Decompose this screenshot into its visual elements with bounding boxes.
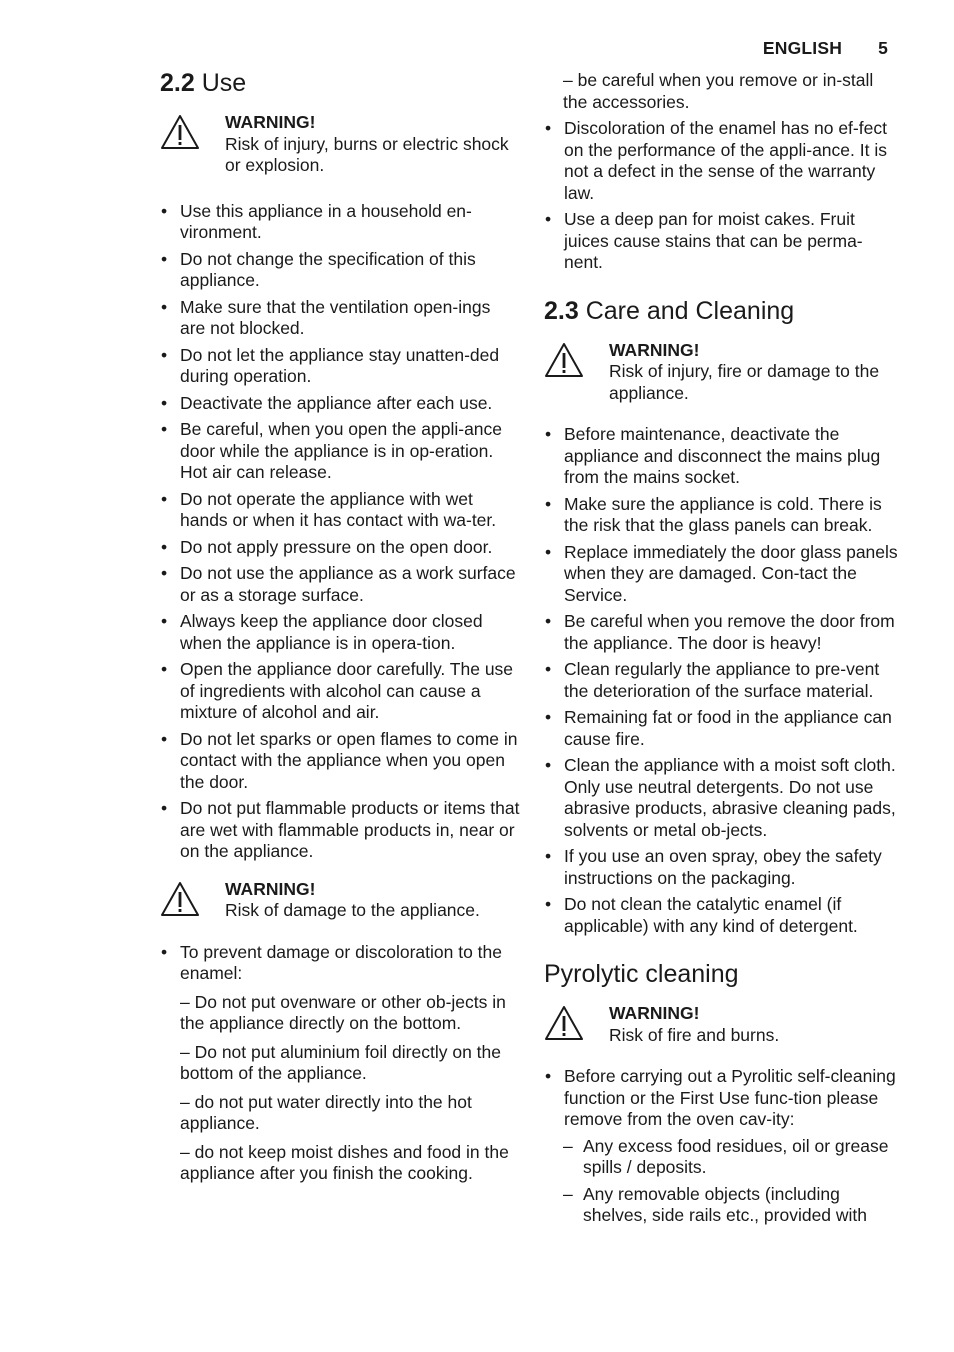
enamel-sub-items: [160, 992, 520, 1185]
dash-item: – Any excess food residues, oil or grease spills / deposits.: [563, 1136, 900, 1179]
list-item: • Be careful when you remove the door from the appliance. The door is heavy!: [544, 611, 900, 654]
care-list: [544, 424, 900, 937]
warning-triangle-icon: [544, 342, 584, 378]
list-item: • If you use an oven spray, obey the safety instructions on the packaging.: [544, 846, 900, 889]
sub-item: – Do not put aluminium foil directly on the bottom of the appliance.: [180, 1041, 501, 1083]
list-item: • Make sure the appliance is cold. There is the risk that the glass panels can break.: [544, 494, 900, 537]
warning-text: Risk of injury, burns or electric shock or explosion.: [225, 133, 509, 175]
list-item: • Deactivate the appliance after each use.: [160, 393, 520, 415]
list-item: • Before carrying out a Pyrolitic self-cleaning function or the First Use func-tion please remove from the oven cav-ity:: [544, 1066, 900, 1131]
list-item: • Always keep the appliance door closed when the appliance is in opera-tion.: [160, 611, 520, 654]
section-heading-use: 2.2 Use: [160, 69, 247, 97]
sub-item: – Do not put ovenware or other ob-jects in the appliance directly on the bottom.: [180, 991, 506, 1033]
page-header: [763, 38, 888, 60]
list-item: • Before maintenance, deactivate the appliance and disconnect the mains plug from the mains socket.: [544, 424, 900, 489]
enamel-list: [160, 942, 520, 985]
warning-block-2: [160, 879, 520, 922]
warning-triangle-icon: [160, 114, 200, 150]
use-list: [160, 201, 520, 863]
warning-text: Risk of damage to the appliance.: [225, 900, 480, 920]
list-item: • Do not apply pressure on the open door.: [160, 537, 520, 559]
list-item: • Do not operate the appliance with wet hands or when it has contact with wa-ter.: [160, 489, 520, 532]
list-item: • Do not change the specification of this appliance.: [160, 249, 520, 292]
continued-sub-item: – be careful when you remove or in-stall the accessories.: [563, 70, 874, 112]
list-item: • Clean the appliance with a moist soft cloth. Only use neutral detergents. Do not use abrasive products, abrasive cleaning pads, solvents or metal ob-jects.: [544, 755, 900, 841]
warning-text: Risk of fire and burns.: [609, 1024, 780, 1045]
pyrolytic-dash-list: [544, 1136, 900, 1227]
warning-title: WARNING!: [609, 1003, 700, 1023]
list-item: • Use a deep pan for moist cakes. Fruit juices cause stains that can be perma-nent.: [544, 209, 900, 274]
list-item: • To prevent damage or discoloration to the enamel:: [160, 942, 520, 985]
list-item: • Remaining fat or food in the appliance can cause fire.: [544, 707, 900, 750]
sub-item: – do not keep moist dishes and food in the appliance after you finish the cooking.: [180, 1141, 509, 1183]
warning-triangle-icon: [544, 1005, 584, 1041]
list-item: • Use this appliance in a household en-vironment.: [160, 201, 520, 244]
list-item: • Clean regularly the appliance to pre-vent the deterioration of the surface material.: [544, 659, 900, 702]
warning-triangle-icon: [160, 881, 200, 917]
list-item: • Replace immediately the door glass panels when they are damaged. Con-tact the Service.: [544, 542, 900, 607]
section-heading-care-cleaning: 2.3 Care and Cleaning: [544, 296, 795, 325]
list-item: • Make sure that the ventilation open-ings are not blocked.: [160, 297, 520, 340]
list-item: • Do not put flammable products or items that are wet with flammable products in, near or on the appliance.: [160, 798, 520, 863]
section-heading-pyrolytic: Pyrolytic cleaning: [544, 960, 739, 988]
list-item: • Open the appliance door carefully. The use of ingredients with alcohol can cause a mixture of alcohol and air.: [160, 659, 520, 724]
warning-title: WARNING!: [609, 339, 700, 360]
list-item: • Do not let sparks or open flames to come in contact with the appliance when you open the door.: [160, 729, 520, 794]
right-column: [544, 70, 900, 1227]
header-language: ENGLISH: [762, 38, 843, 58]
list-item: • Be careful, when you open the appli-ance door while the appliance is in op-eration. Hot air can release.: [160, 419, 520, 484]
dash-item: – Any removable objects (including shelves, side rails etc., provided with: [563, 1184, 900, 1227]
list-item: • Do not use the appliance as a work surface or as a storage surface.: [160, 563, 520, 606]
warning-title: WARNING!: [225, 878, 316, 899]
pyrolytic-list: [544, 1066, 900, 1131]
warning-text: Risk of injury, fire or damage to the appliance.: [609, 361, 880, 403]
sub-item: – do not put water directly into the hot appliance.: [180, 1091, 472, 1133]
warning-block-1: [160, 112, 520, 177]
warning-title: WARNING!: [225, 112, 316, 132]
list-item: • Discoloration of the enamel has no ef-fect on the performance of the appli-ance. It is not a defect in the sense of the warranty law.: [544, 118, 900, 204]
list-item: • Do not clean the catalytic enamel (if applicable) with any kind of detergent.: [544, 894, 900, 937]
warning-block-3: [544, 340, 900, 405]
list-item: • Do not let the appliance stay unatten-ded during operation.: [160, 345, 520, 388]
page-number: 5: [878, 38, 888, 58]
left-column: [160, 68, 520, 1185]
enamel-notes-list: [544, 118, 900, 274]
warning-block-4: [544, 1003, 900, 1046]
